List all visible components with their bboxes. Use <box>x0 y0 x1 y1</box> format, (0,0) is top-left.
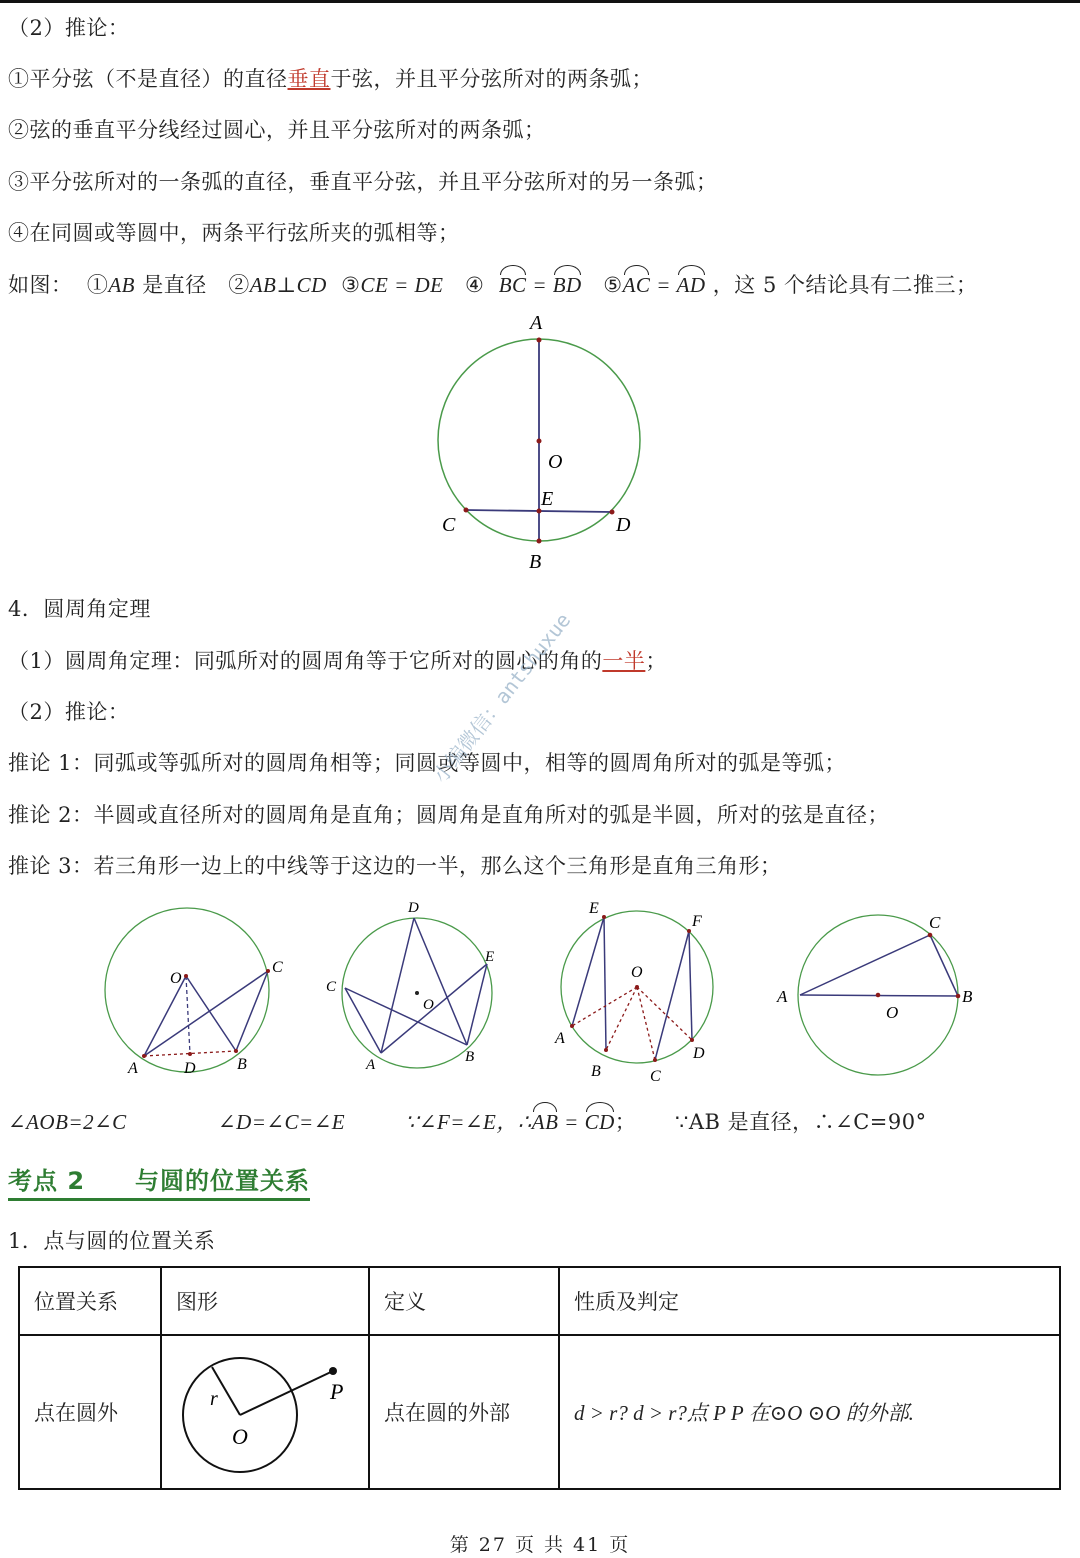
svg-text:A: A <box>555 1030 565 1047</box>
text-segment: ； <box>614 1110 637 1134</box>
svg-text:B: B <box>591 1063 601 1080</box>
text-line <box>8 646 667 676</box>
svg-text:O: O <box>232 1424 248 1449</box>
circled-number: ⑤ <box>603 273 623 297</box>
circled-number: ① <box>86 273 109 297</box>
text-segment: ； <box>645 649 667 673</box>
caption-4: ∵AB 是直径，∴∠C=90° <box>675 1110 927 1134</box>
caption-3: ∵∠F=∠E，∴AB = CD； <box>405 1107 636 1137</box>
conditions-line: 如图： ①AB 是直径 ②AB⊥CD ③CE = DE ④ BC = BD ⑤AC = AD ，这 5 个结论具有二推三； <box>8 270 978 300</box>
svg-text:r: r <box>210 1388 218 1410</box>
table-row <box>19 1335 1060 1489</box>
text-line: （2）推论： <box>8 16 130 40</box>
highlight-text: 一半 <box>602 649 646 673</box>
table-cell-relation: 点在圆外 <box>19 1335 161 1489</box>
text-segment: （1）圆周角定理：同弧所对的圆周角等于它所对的圆心的角的 <box>8 649 603 673</box>
table-header-cell: 图形 <box>161 1267 369 1335</box>
svg-text:B: B <box>465 1049 475 1065</box>
table-cell-definition: 点在圆的外部 <box>369 1335 559 1489</box>
text-segment: ①平分弦（不是直径）的直径 <box>8 67 288 91</box>
perpendicular-diameter-diagram <box>420 305 660 580</box>
caption-2: ∠D=∠C=∠E <box>218 1110 346 1134</box>
svg-text:B: B <box>237 1056 247 1073</box>
text-line: ③平分弦所对的一条弧的直径，垂直平分弦，并且平分弦所对的另一条弧； <box>8 170 718 194</box>
text-line: （2）推论： <box>8 700 130 724</box>
svg-text:A: A <box>128 1060 138 1077</box>
text-line: ②弦的垂直平分线经过圆心，并且平分弦所对的两条弧； <box>8 118 546 142</box>
table-cell-figure <box>161 1335 369 1489</box>
inscribed-angle-figure-2 <box>320 895 510 1080</box>
svg-text:D: D <box>184 1060 196 1077</box>
svg-text:E: E <box>485 949 495 965</box>
arc-expr: AD <box>677 270 706 300</box>
text-segment: 于弦，并且平分弦所对的两条弧； <box>330 67 653 91</box>
text-segment: ，这 5 个结论具有二推三； <box>712 273 978 297</box>
text-line: 推论 2：半圆或直径所对的圆周角是直角；圆周角是直角所对的弧是半圆，所对的弦是直径； <box>8 803 890 827</box>
svg-text:B: B <box>529 551 542 573</box>
math-expr: AB <box>108 273 136 297</box>
svg-text:O: O <box>631 964 643 981</box>
svg-text:O: O <box>886 1003 899 1022</box>
svg-text:O: O <box>548 451 563 473</box>
svg-text:A: A <box>777 987 788 1006</box>
svg-text:C: C <box>326 979 337 995</box>
svg-text:O: O <box>423 997 434 1013</box>
math-expr: AB⊥CD <box>249 273 327 297</box>
table-header-row <box>19 1267 1060 1335</box>
svg-text:E: E <box>589 900 599 917</box>
text-line: 4．圆周角定理 <box>8 597 151 621</box>
svg-text:D: D <box>408 900 419 916</box>
svg-text:D: D <box>693 1045 705 1062</box>
circled-number: ② <box>228 273 250 297</box>
page-footer: 第 27 页 共 41 页 <box>449 1534 631 1556</box>
table-header-cell: 定义 <box>369 1267 559 1335</box>
text-line <box>8 64 653 94</box>
math-expr: CE = DE <box>360 273 444 297</box>
table-header-cell: 位置关系 <box>19 1267 161 1335</box>
arc-expr: BC <box>499 270 527 300</box>
svg-text:O: O <box>170 970 182 987</box>
top-rule <box>0 0 1080 3</box>
point-outside-circle-figure <box>162 1337 362 1487</box>
svg-text:A: A <box>366 1057 376 1073</box>
svg-text:F: F <box>692 913 702 930</box>
section-title: 考点 2 与圆的位置关系 <box>8 1166 310 1201</box>
watermark: 小编微信：antshuxue <box>428 608 576 788</box>
circled-number: ③ <box>341 273 361 297</box>
text-line: 推论 1：同弧或等弧所对的圆周角相等；同圆或等圆中，相等的圆周角所对的弧是等弧； <box>8 751 847 775</box>
arc-expr: AB <box>532 1107 559 1137</box>
inscribed-angle-figure-3 <box>550 895 730 1090</box>
inscribed-angle-figure-4 <box>770 905 980 1085</box>
text-line: ④在同圆或等圆中，两条平行弦所夹的弧相等； <box>8 221 460 245</box>
text-segment: ∵∠F=∠E，∴ <box>405 1110 532 1134</box>
arc-expr: CD <box>585 1107 615 1137</box>
text-segment: 是直径 <box>142 273 207 297</box>
table-cell-property: d > r? d > r?点 P P 在⊙O ⊙O 的外部. <box>559 1335 1060 1489</box>
arc-expr: AC <box>623 270 651 300</box>
svg-text:C: C <box>929 913 941 932</box>
svg-text:A: A <box>530 312 543 334</box>
table-header-cell: 性质及判定 <box>559 1267 1060 1335</box>
inscribed-angle-figure-1 <box>100 900 300 1085</box>
position-relation-table <box>18 1266 1061 1490</box>
svg-text:B: B <box>962 987 973 1006</box>
svg-text:C: C <box>650 1068 661 1085</box>
subheading: 1．点与圆的位置关系 <box>8 1229 216 1253</box>
svg-text:C: C <box>442 514 456 536</box>
svg-text:C: C <box>272 959 283 976</box>
text-segment: 如图： <box>8 273 73 297</box>
svg-text:E: E <box>541 488 554 510</box>
arc-expr: BD <box>553 270 582 300</box>
caption-1: ∠AOB=2∠C <box>8 1110 127 1134</box>
circled-number: ④ <box>465 273 485 297</box>
svg-text:D: D <box>616 514 631 536</box>
svg-text:P: P <box>330 1379 344 1404</box>
text-line: 推论 3：若三角形一边上的中线等于这边的一半，那么这个三角形是直角三角形； <box>8 854 782 878</box>
highlight-text: 垂直 <box>287 67 331 91</box>
